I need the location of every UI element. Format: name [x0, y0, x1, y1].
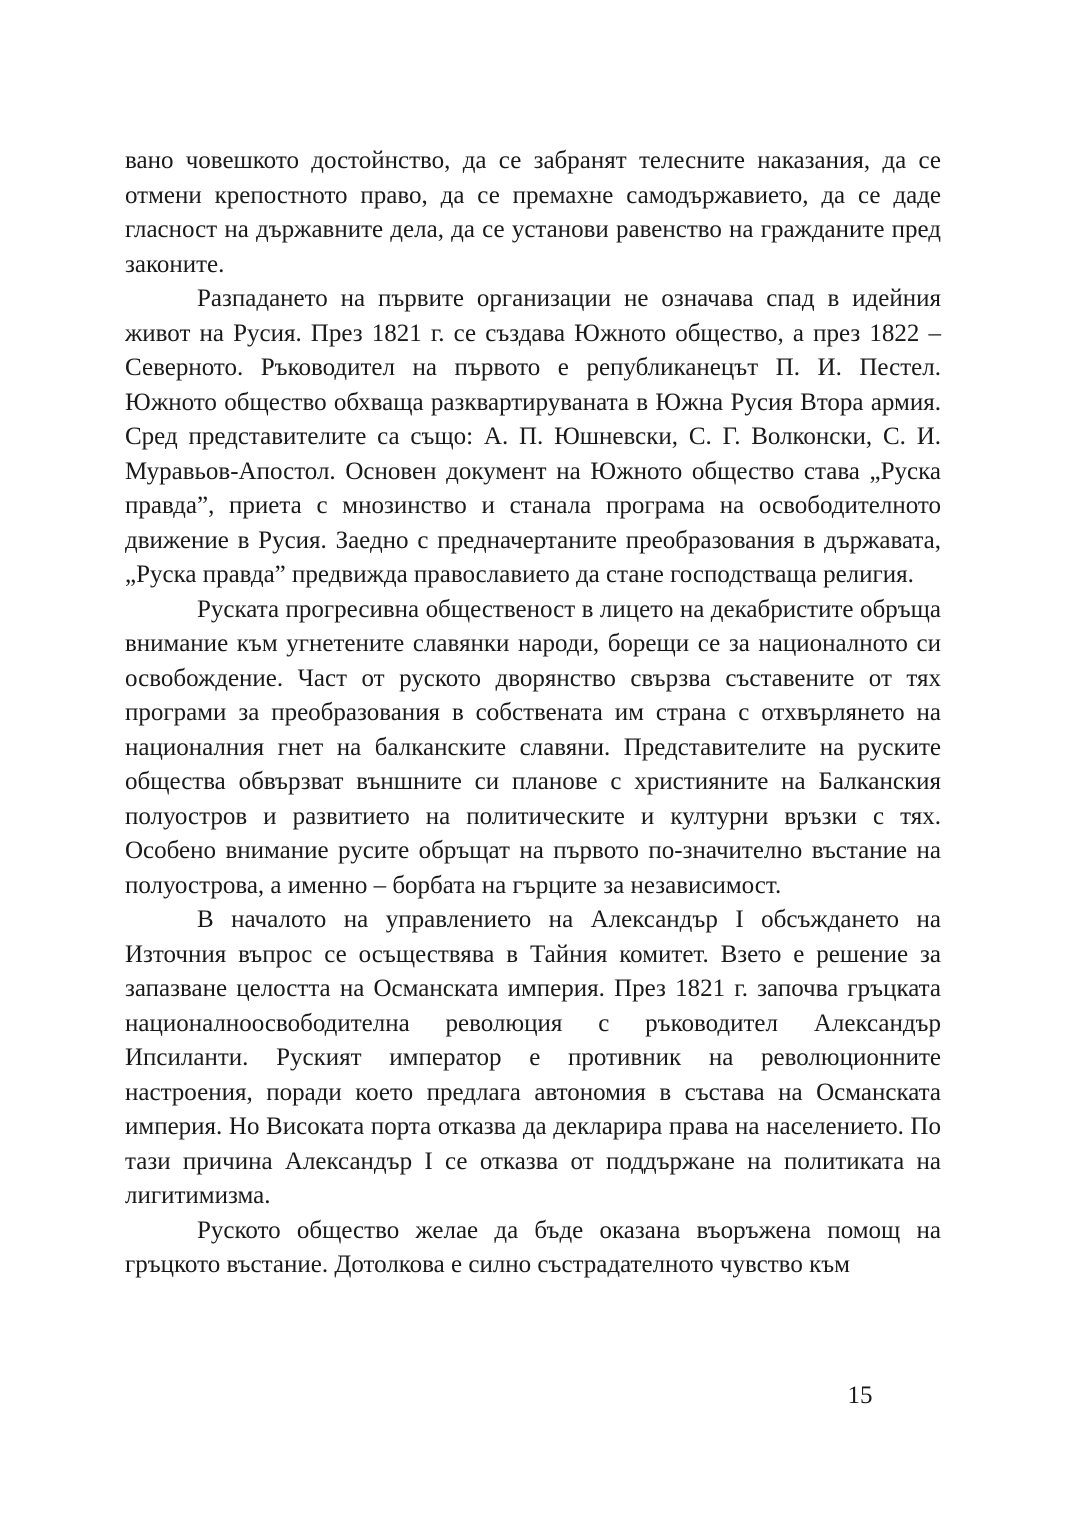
- paragraph-southern-society: Разпадането на първите организации не означава спад в идейния живот на Русия. През 1821 г. се създава Южното общество, а през 1822 – Северното. Ръководител на първото е републиканецът П. И. Пестел. Южното общество обхваща разквартируваната в Южна Русия Втора армия. Сред представителите са също: А. П. Юшневски, С. Г. Волконски, С. И. Муравьов-Апостол. Основен документ на Южното общество става „Руска правда”, приета с мнозинство и станала програма на освободителното движение в Русия. Заедно с предначертаните преобразования в държавата, „Руска правда” предвижда православието да стане господстваща религия.: [125, 285, 941, 588]
- paragraph-continuation: вано човешкото достойнство, да се забранят телесните наказания, да се отмени крепостното право, да се премахне самодържавието, да се даде гласност на държавните дела, да се установи равенство на гражданите пред законите.: [125, 147, 941, 278]
- page-number: 15: [847, 1382, 873, 1409]
- paragraph-eastern-question: В началото на управлението на Александър I обсъждането на Източния въпрос се осъществява в Тайния комитет. Взето е решение за запазване целостта на Османската империя. През 1821 г. започва гръцката националноосвободителна революция с ръководител Александър Ипсиланти. Руският император е противник на революционните настроения, поради което предлага автономия в състава на Османската империя. Но Високата порта отказва да декларира права на населението. По тази причина Александър I се отказва от поддържане на политиката на лигитимизма.: [125, 906, 941, 1209]
- paragraph-russian-society: Руското общество желае да бъде оказана въоръжена помощ на гръцкото въстание. Дотолкова е силно състрадателното чувство към: [125, 1216, 941, 1278]
- body-text: [125, 144, 941, 1283]
- paragraph-decembrists-slavs: Руската прогресивна общественост в лицето на декабристите обръща внимание към угнетените славянки народи, борещи се за националното си освобождение. Част от руското дворянство свързва съставените от тях програми за преобразования в собствената им страна с отхвърлянето на националния гнет на балканските славяни. Представителите на руските общества обвързват външните си планове с християните на Балканския полуостров и развитието на политическите и културни връзки с тях. Особено внимание русите обръщат на първото по-значително въстание на полуострова, а именно – борбата на гърците за независимост.: [125, 595, 941, 899]
